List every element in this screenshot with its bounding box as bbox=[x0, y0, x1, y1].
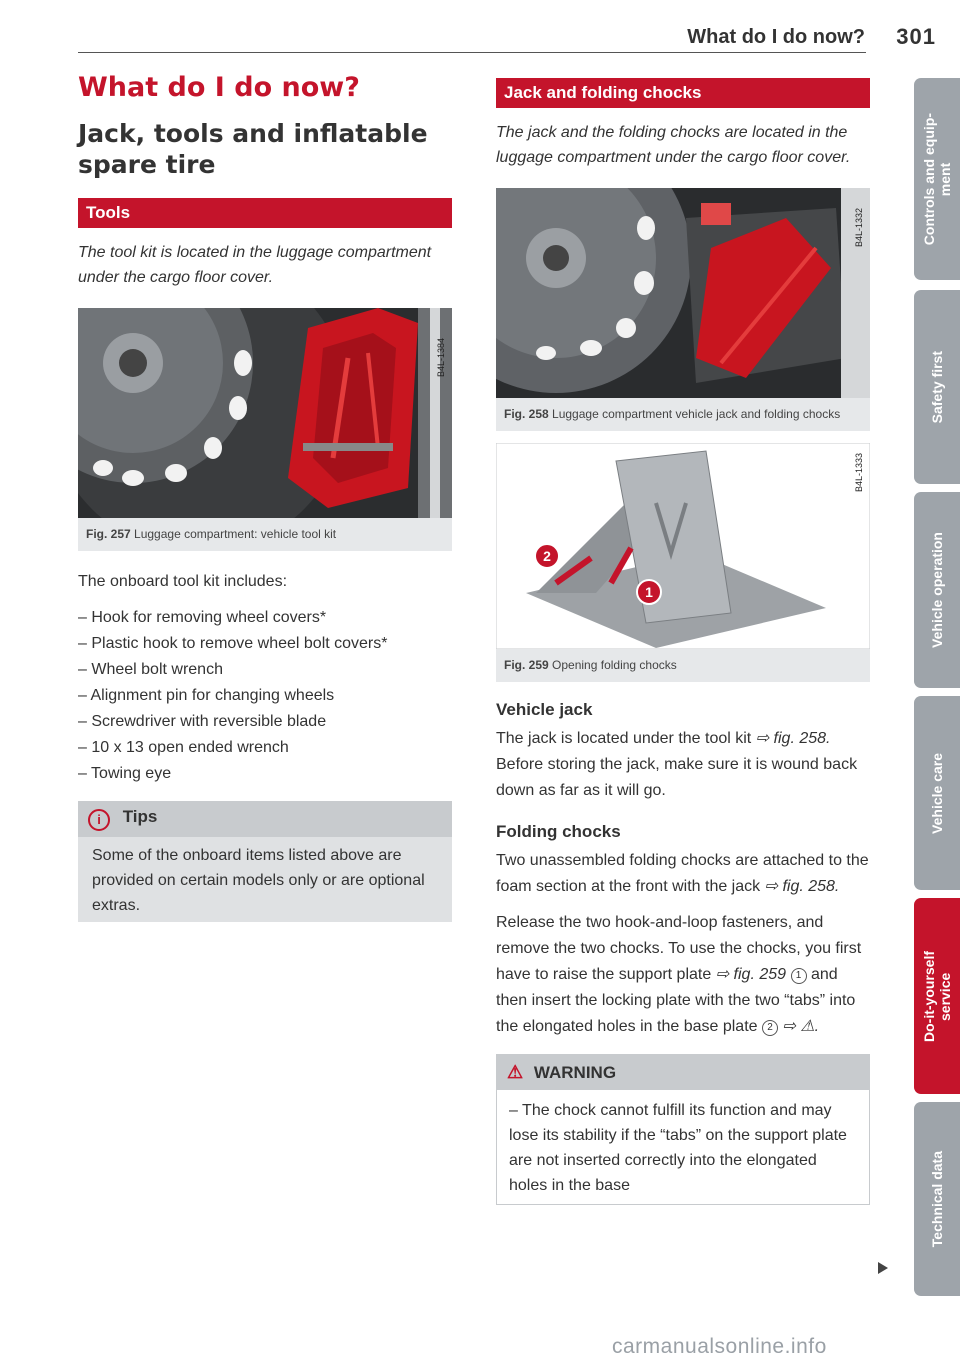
jack-photo bbox=[496, 188, 870, 398]
figure-caption bbox=[78, 518, 452, 551]
figure-code: B4L-1333 bbox=[854, 453, 864, 493]
watermark: carmanualsonline.info bbox=[612, 1335, 827, 1358]
figure-258 bbox=[496, 188, 870, 431]
tab-label: Vehicle operation bbox=[929, 532, 945, 648]
tab-do-it-yourself-service[interactable] bbox=[914, 898, 960, 1094]
tab-technical-data[interactable] bbox=[914, 1102, 960, 1296]
list-item: – Hook for removing wheel covers* bbox=[78, 609, 327, 626]
figure-caption bbox=[496, 398, 870, 431]
release-text bbox=[496, 910, 870, 1040]
tab-vehicle-care[interactable] bbox=[914, 696, 960, 890]
jack-intro: The jack and the folding chocks are located in the luggage compartment under the cargo floor cover. bbox=[496, 124, 851, 166]
tips-header bbox=[78, 801, 452, 837]
figure-caption-text: Luggage compartment vehicle jack and folding chocks bbox=[552, 407, 841, 421]
release-text-part: Release the two hook-and-loop fasteners, and remove the two chocks. To use the chocks, you first have to raise the support plate bbox=[496, 914, 862, 983]
figure-code: B4L-1332 bbox=[854, 208, 864, 248]
tab-label: Controls and equip- ment bbox=[921, 112, 953, 246]
vehicle-jack-text bbox=[496, 726, 870, 804]
folding-chocks-heading: Folding chocks bbox=[496, 822, 621, 841]
tab-vehicle-operation[interactable] bbox=[914, 492, 960, 688]
tab-controls-and-equipment[interactable] bbox=[914, 78, 960, 280]
figure-257 bbox=[78, 308, 452, 551]
warning-link[interactable]: ⇨ ⚠. bbox=[782, 1018, 820, 1035]
tips-title: Tips bbox=[122, 807, 158, 826]
figure-number: Fig. 258 bbox=[504, 407, 549, 421]
chocks-text: Two unassembled folding chocks are attached to the foam section at the front with the jack bbox=[496, 852, 869, 895]
warning-text: – The chock cannot fulfill its function and may lose its stability if the “tabs” on the support plate are not inserted correctly into the elongated holes in the base bbox=[497, 1090, 869, 1204]
tools-intro: The tool kit is located in the luggage compartment under the cargo floor cover. bbox=[78, 244, 432, 286]
left-column bbox=[78, 72, 452, 922]
tab-label: Technical data bbox=[929, 1150, 945, 1248]
warning-box bbox=[496, 1054, 870, 1205]
tool-kit-list bbox=[78, 605, 452, 787]
tips-text: Some of the onboard items listed above are provided on certain models only or are optional extras. bbox=[92, 847, 425, 914]
list-item: – Wheel bolt wrench bbox=[78, 661, 223, 678]
fig-259-link[interactable]: ⇨ fig. 259 bbox=[715, 966, 787, 983]
list-item: – 10 x 13 open ended wrench bbox=[78, 739, 289, 756]
continue-arrow-icon bbox=[878, 1262, 888, 1274]
callout-ref-2: 2 bbox=[762, 1020, 778, 1036]
list-item: – Alignment pin for changing wheels bbox=[78, 687, 335, 704]
warning-triangle-icon: ⚠ bbox=[507, 1062, 524, 1082]
tool-kit-photo bbox=[78, 308, 452, 518]
jack-illustration bbox=[496, 188, 870, 398]
figure-number: Fig. 259 bbox=[504, 658, 549, 672]
chapter-title: What do I do now? bbox=[78, 72, 360, 103]
warning-title: WARNING bbox=[533, 1063, 617, 1082]
list-item: – Plastic hook to remove wheel bolt covers* bbox=[78, 635, 388, 652]
list-item: – Towing eye bbox=[78, 765, 172, 782]
running-header-title: What do I do now? bbox=[687, 26, 865, 48]
info-icon: i bbox=[88, 809, 110, 831]
callout-2: 2 bbox=[534, 543, 560, 569]
tab-label: Do-it-yourself service bbox=[921, 950, 953, 1042]
right-column bbox=[496, 78, 870, 1205]
warning-header bbox=[497, 1055, 869, 1090]
jack-heading: Jack and folding chocks bbox=[496, 78, 870, 108]
callout-1: 1 bbox=[636, 579, 662, 605]
figure-caption-text: Opening folding chocks bbox=[552, 658, 677, 672]
tab-label: Vehicle care bbox=[929, 752, 945, 834]
figure-259 bbox=[496, 443, 870, 682]
figure-caption-text: Luggage compartment: vehicle tool kit bbox=[134, 527, 337, 541]
figure-number: Fig. 257 bbox=[86, 527, 131, 541]
callout-ref-1: 1 bbox=[791, 968, 807, 984]
figure-code: B4L-1384 bbox=[436, 338, 446, 378]
tools-heading: Tools bbox=[78, 198, 452, 228]
jack-text: Before storing the jack, make sure it is wound back down as far as it will go. bbox=[496, 756, 858, 799]
tips-box bbox=[78, 801, 452, 922]
chock-diagram bbox=[496, 443, 870, 649]
folding-chocks-text bbox=[496, 848, 870, 900]
page-number: 301 bbox=[896, 24, 936, 49]
tab-label: Safety first bbox=[929, 350, 945, 424]
kit-intro: The onboard tool kit includes: bbox=[78, 573, 288, 590]
jack-text: The jack is located under the tool kit bbox=[496, 730, 752, 747]
release-text-part: and then insert the locking plate with the two “tabs” into the elongated holes in the base plate bbox=[496, 966, 856, 1035]
header-rule bbox=[78, 52, 866, 53]
tab-safety-first[interactable] bbox=[914, 290, 960, 484]
list-item: – Screwdriver with reversible blade bbox=[78, 713, 327, 730]
vehicle-jack-heading: Vehicle jack bbox=[496, 700, 593, 719]
section-title: Jack, tools and inflatable spare tire bbox=[78, 119, 428, 179]
fig-258-link[interactable]: ⇨ fig. 258. bbox=[764, 878, 840, 895]
tool-kit-illustration bbox=[78, 308, 452, 518]
fig-258-link[interactable]: ⇨ fig. 258. bbox=[755, 730, 831, 747]
figure-caption bbox=[496, 649, 870, 682]
